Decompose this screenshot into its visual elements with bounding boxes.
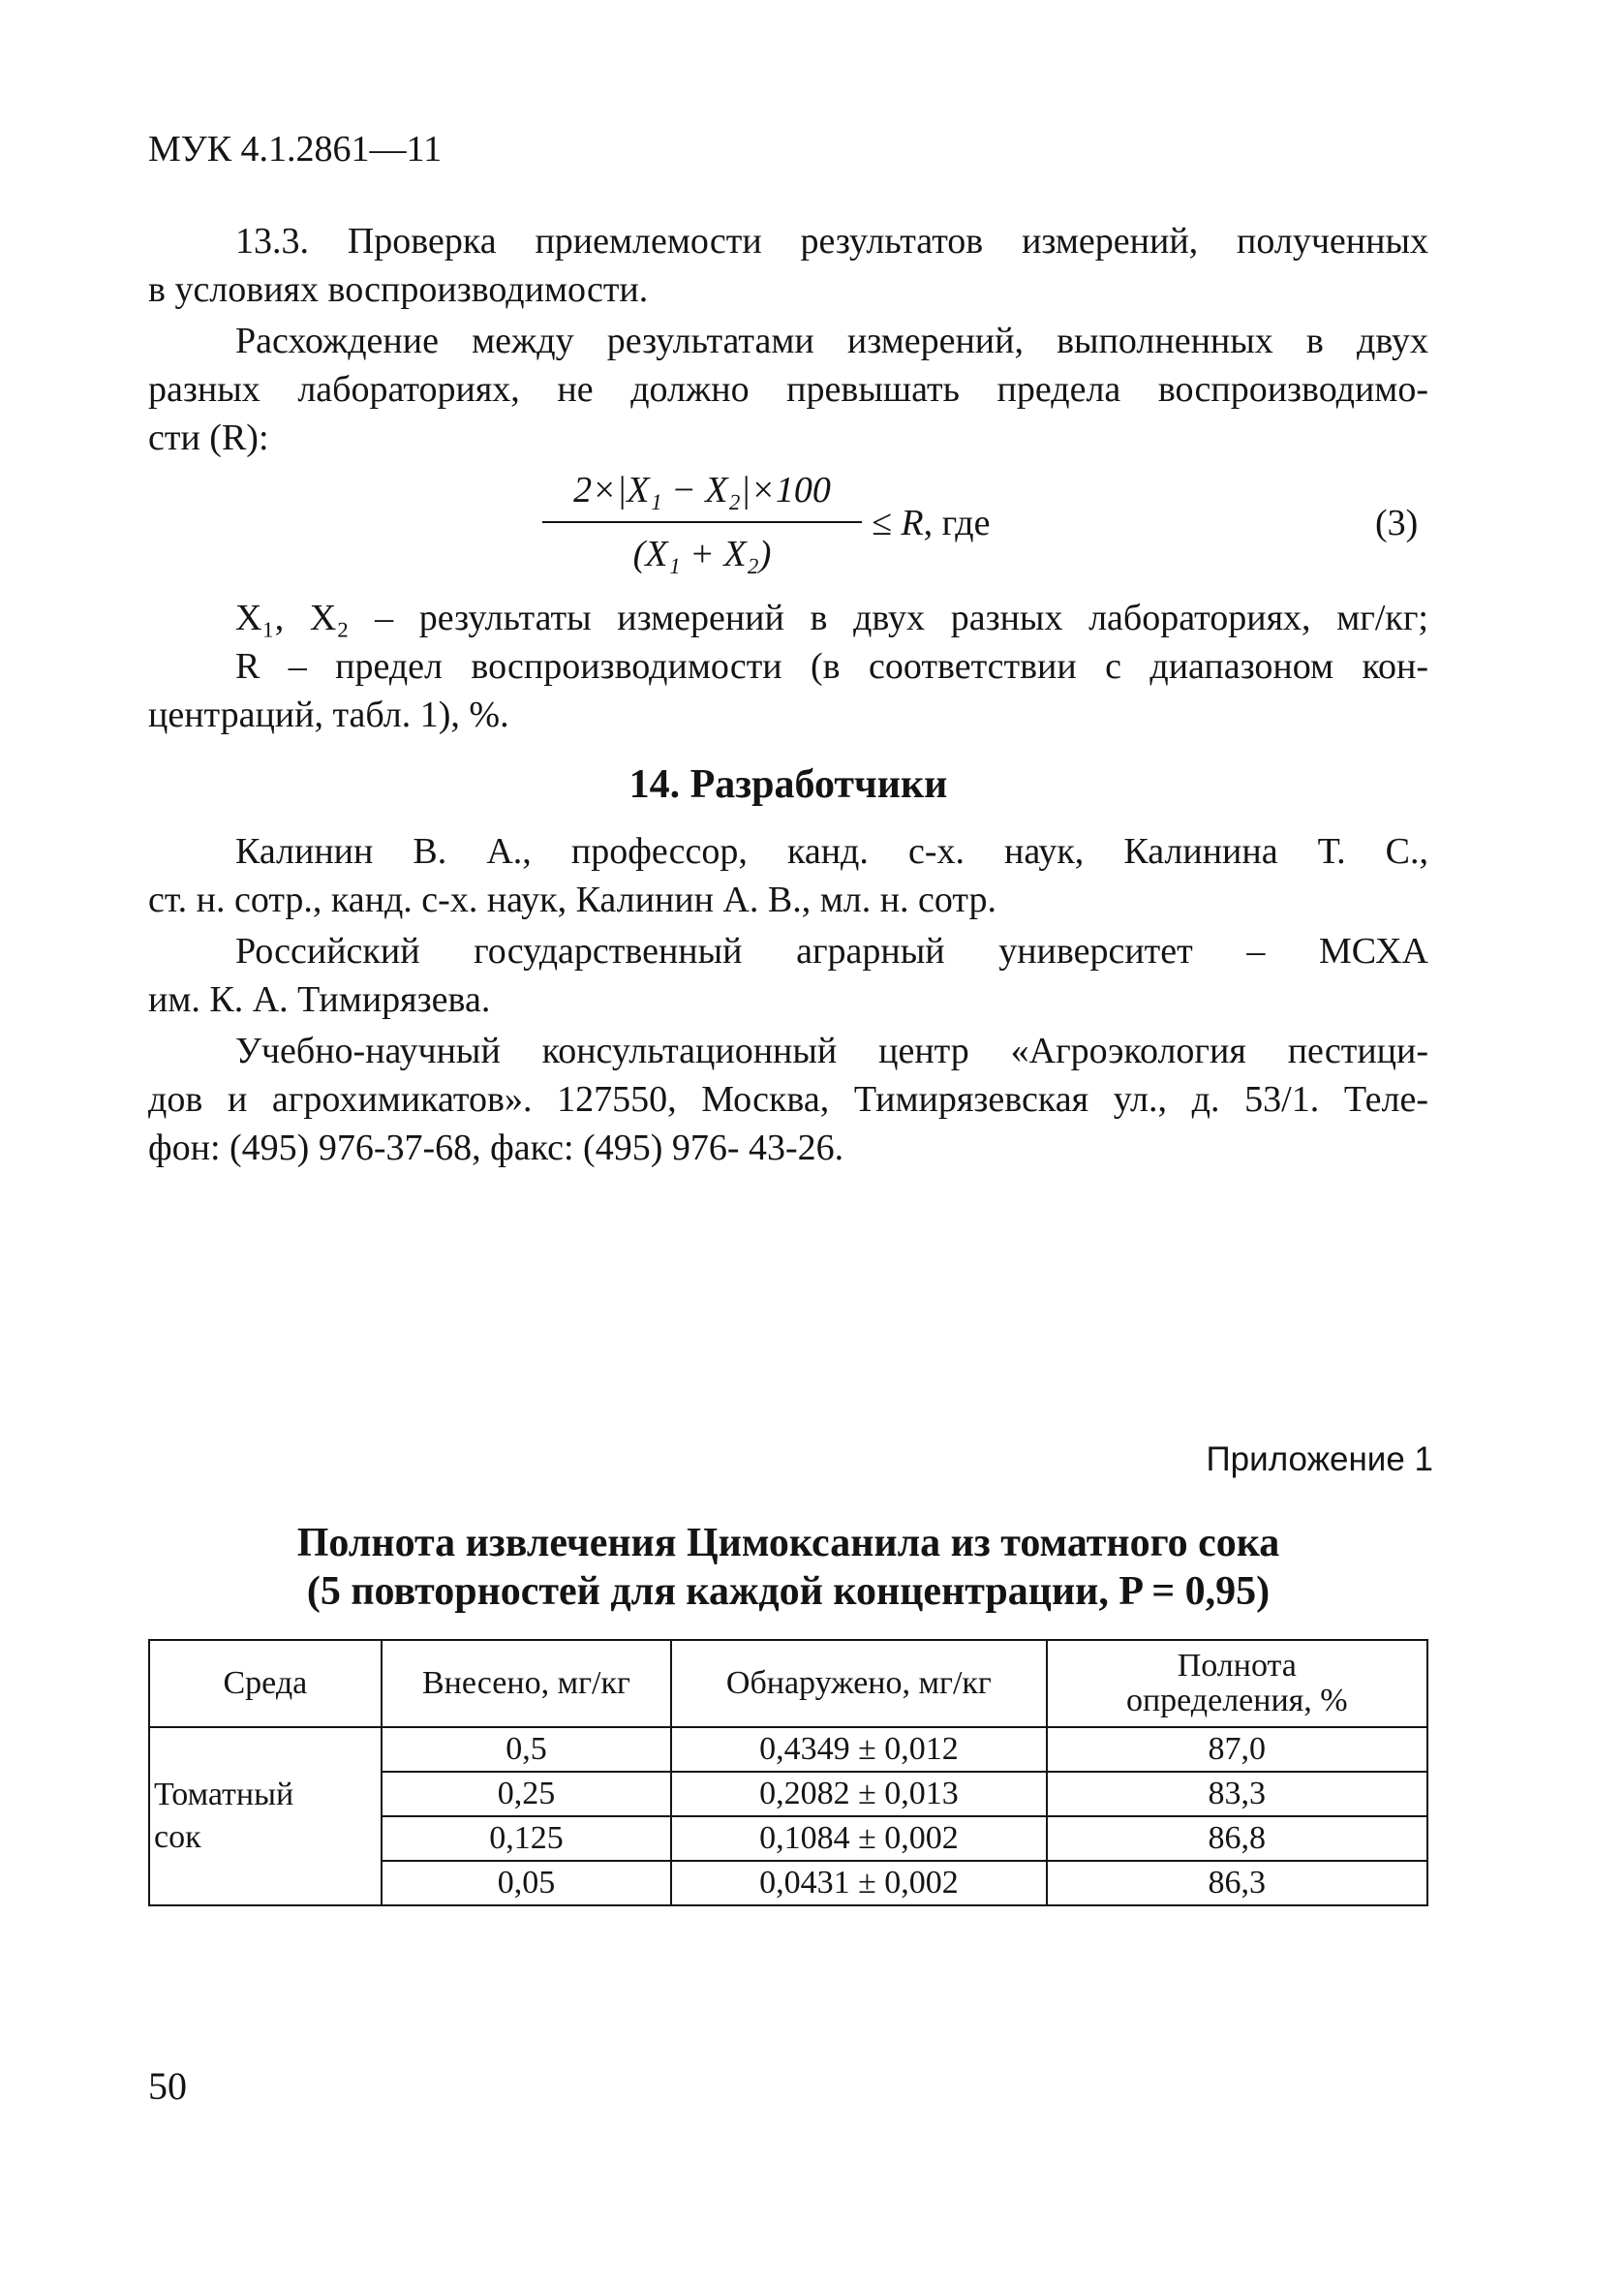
appendix-title-line1: Полнота извлечения Цимоксанила из томатного сока [296,1521,1280,1565]
paragraph-line: дов и агрохимикатов». 127550, Москва, Тимирязевская ул., д. 53/1. Теле- [148,1079,1428,1120]
recovery-cell: 83,3 [1047,1772,1427,1816]
paragraph-line: фон: (495) 976-37-68, факс: (495) 976- 43-26. [148,1128,844,1168]
found-cell: 0,1084 ± 0,002 [671,1816,1046,1861]
page-number: 50 [148,2064,187,2108]
formula-where: , где [923,503,991,543]
definition-line: R – предел воспроизводимости (в соответствии с диапазоном кон- [235,646,1428,687]
header-found: Обнаружено, мг/кг [671,1640,1046,1727]
added-cell: 0,05 [382,1861,671,1905]
added-cell: 0,5 [382,1727,671,1772]
paragraph-line: в условиях воспроизводимости. [148,269,649,310]
paragraph-line: ст. н. сотр., канд. с-х. наук, Калинин А. В., мл. н. сотр. [148,880,996,920]
table-row [149,1727,1427,1772]
paragraph-line: Калинин В. А., профессор, канд. с-х. наук, Калинина Т. С., [235,831,1428,872]
paragraph-line: Расхождение между результатами измерений, выполненных в двух [235,321,1428,361]
header-medium: Среда [149,1640,382,1727]
appendix-title-line2: (5 повторностей для каждой концентрации, P = 0,95) [306,1569,1271,1614]
equation-number: (3) [1375,503,1419,543]
medium-line2: сок [154,1819,201,1855]
paragraph-line: 13.3. Проверка приемлемости результатов измерений, полученных [235,221,1428,262]
definition-line: центраций, табл. 1), %. [148,695,509,735]
found-cell: 0,4349 ± 0,012 [671,1727,1046,1772]
paragraph-line: разных лабораториях, не должно превышать предела воспроизводимо- [148,369,1428,410]
added-cell: 0,25 [382,1772,671,1816]
header-added: Внесено, мг/кг [382,1640,671,1727]
paragraph-line: Российский государственный аграрный университет – МСХА [235,931,1428,972]
formula-relation [872,502,990,544]
formula-numerator: 2×|X₁ − X₂|×100 [573,470,831,510]
header-recovery-line2: определения, % [1125,1683,1348,1718]
appendix-label: Приложение 1 [1206,1440,1433,1478]
paragraph-line: сти (R): [148,417,269,458]
recovery-table [148,1639,1428,1906]
document-code: МУК 4.1.2861—11 [148,129,443,170]
table-header-row [149,1640,1427,1727]
recovery-cell: 87,0 [1047,1727,1427,1772]
found-cell: 0,2082 ± 0,013 [671,1772,1046,1816]
medium-line1: Томатный [154,1777,294,1812]
definition-line: X₁, X₂ – результаты измерений в двух разных лабораториях, мг/кг; [235,598,1428,638]
recovery-cell: 86,8 [1047,1816,1427,1861]
paragraph-line: им. К. А. Тимирязева. [148,979,491,1020]
header-recovery [1047,1640,1427,1727]
formula-relation-symbol: ≤ R [872,503,924,543]
fraction-bar [542,521,862,523]
medium-cell [149,1727,382,1905]
paragraph-line: Учебно-научный консультационный центр «Агроэкология пестици- [235,1031,1428,1071]
added-cell: 0,125 [382,1816,671,1861]
formula-denominator: (X₁ + X₂) [632,534,772,574]
recovery-cell: 86,3 [1047,1861,1427,1905]
section-14-title: 14. Разработчики [628,762,948,807]
found-cell: 0,0431 ± 0,002 [671,1861,1046,1905]
header-recovery-line1: Полнота [1177,1648,1297,1684]
